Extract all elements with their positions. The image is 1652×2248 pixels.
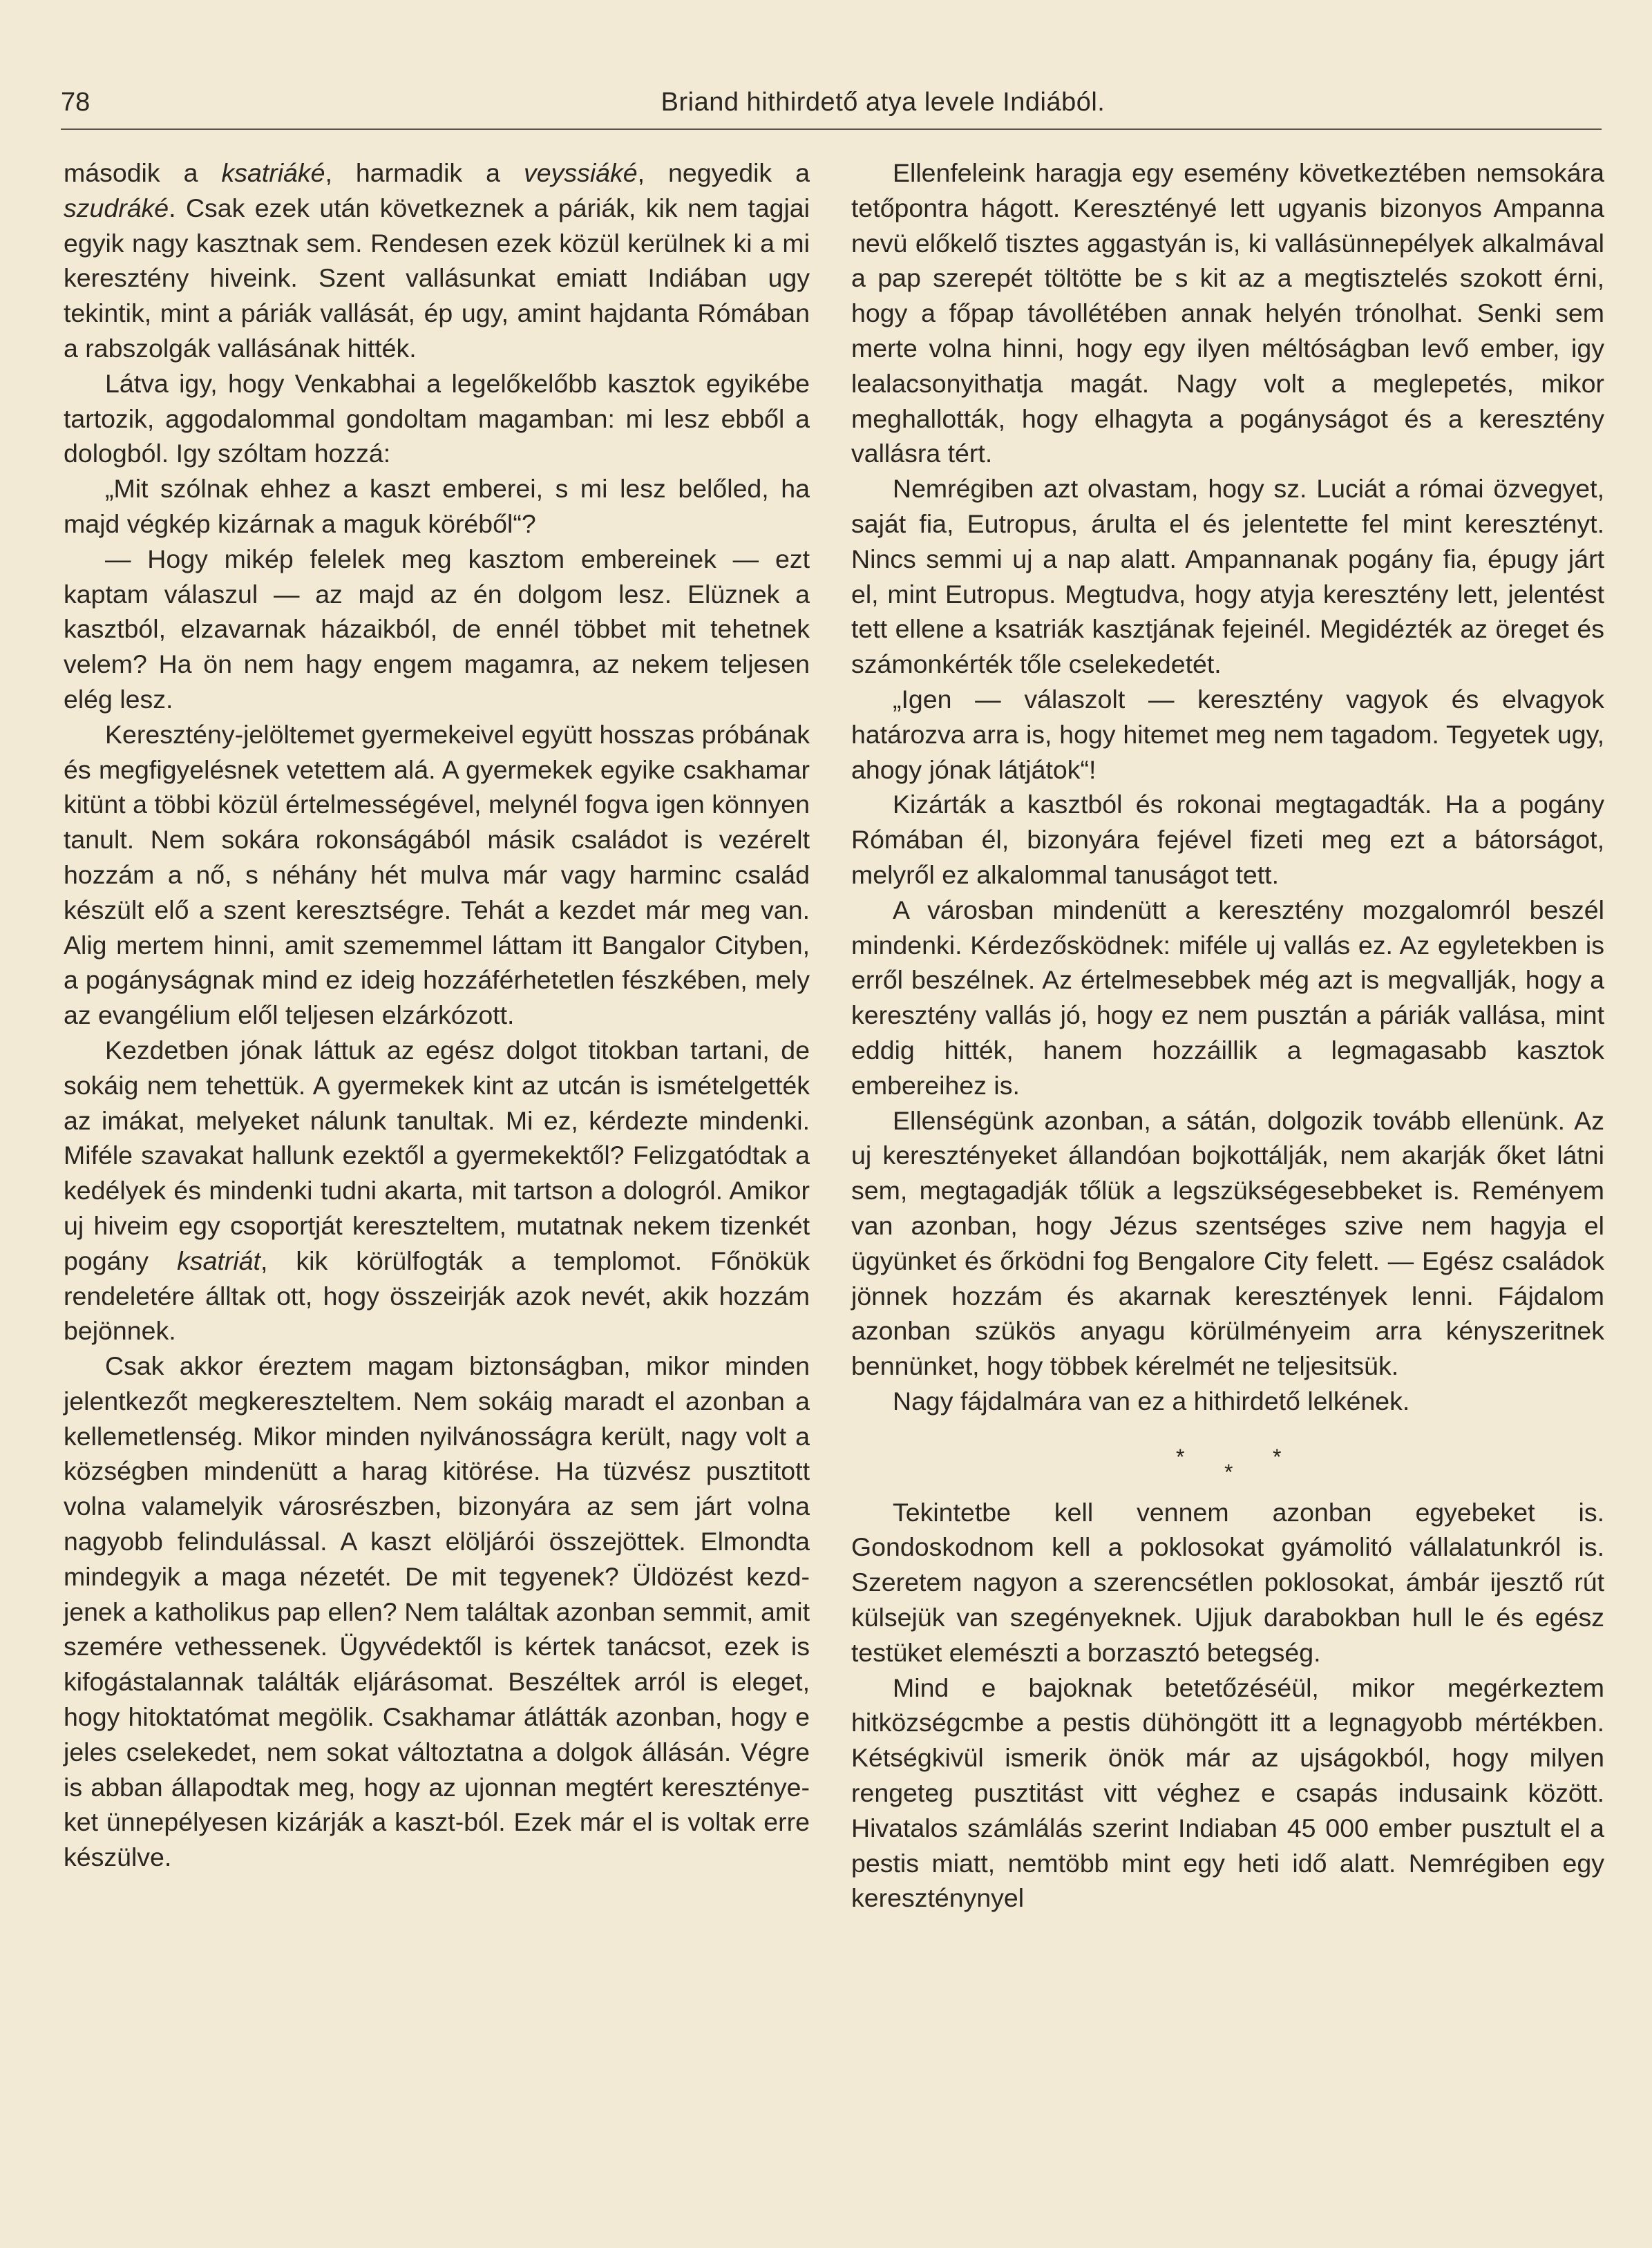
asterisk: * [1224,1459,1261,1485]
paragraph: Kezdetben jónak láttuk az egész dolgot titokban tartani, de sokáig nem tehettük. A gyermekek kint az utcán is ismételgették az imákat, melyeket nálunk tanultak. Mi ez, kérdezte mindenki. Miféle szavakat hallunk ezektől a gyermekektől? Felizgatódtak a kedélyek és mindenki tudni akarta, mit tartson a dologról. Amikor uj hiveim egy csoportját kereszteltem, mutatnak nekem tizenkét pogány ksatriát, kik körülfogták a templomot. Főnökük rendeletére álltak ott, hogy összeirják azok nevét, akik hozzám bejönnek. [64,1035,810,1346]
paragraph: Ellenségünk azonban, a sátán, dolgozik tovább ellenünk. Az uj keresztényeket állandóan bojkottálják, nem akarják őket látni sem, megtagadják tőlük a legszükségesebbeket is. Reményem van azonban, hogy Jézus szentséges szive nem hagyja el ügyünket és őrködni fog Bengalore City felett. — Egész családok jönnek hozzám és akarnak keresztények lenni. Fájdalom azonban szükös anyagu körülményeim arra kényszeritnek bennünket, hogy többek kérelmét ne teljesitsük. [851,1105,1604,1381]
paragraph: A városban mindenütt a keresztény mozgalomról beszél mindenki. Kérdezősködnek: miféle uj vallás ez. Az egyletekben is erről beszélnek. Az értelmesebbek még azt is megvallják, hogy a keresztény vallás jó, hogy ez nem pusztán a páriák vallása, mint eddig hitték, hanem hozzáillik a legmagasabb kasztok embereihez is. [851,895,1604,1100]
paragraph: második a ksatriáké, harmadik a veyssiáké, negyedik a szudráké. Csak ezek után következnek a páriák, kik nem tagjai egyik nagy kasztnak sem. Rendesen ezek közül kerülnek ki a mi keresztény hiveink. Szent vallásunkat emiatt Indiában ugy tekintik, mint a páriák vallását, ép ugy, amint hajdanta Rómában a rabszolgák vallásának hitték. [64,158,810,363]
right-column [851,155,1604,1916]
running-title: Briand hithirdető atya levele Indiából. [661,88,1105,117]
paragraph: Keresztény-jelöltemet gyermekeivel együtt hosszas próbának és megfigyelésnek vetettem alá. A gyermekek egyike csakhamar kitünt a többi közül értelmességével, melynél fogva igen könnyen tanult. Nem sokára rokonságából másik családot is vezérelt hozzám a nő, s néhány hét mulva már vagy harminc család készült elő a szent keresztségre. Tehát a kezdet már meg van. Alig mertem hinni, amit szememmel láttam itt Bangalor Cityben, a pogányságnak mind ez ideig hozzáférhetetlen fészkében, mely az evangélium elől teljesen elzárkózott. [64,719,810,1030]
asterisk: * [1273,1444,1309,1469]
paragraph: Látva igy, hogy Venkabhai a legelőkelőbb kasztok egyikébe tartozik, aggodalommal gondoltam magamban: mi lesz ebből a dologból. Igy szóltam hozzá: [64,368,810,468]
paragraph: Ellenfeleink haragja egy esemény következtében nemsokára tetőpontra hágott. Keresztényé lett ugyanis bizonyos Ampanna nevü előkelő tisztes aggastyán is, ki vallásünnepélyek alkalmával a pap szerepét töltötte be s kit az a megtisztelés szokott érni, hogy a főpap távollétében annak helyén trónolhat. Senki sem merte volna hinni, hogy egy ilyen méltóságban levő ember, igy lealacsonyithatja magát. Nagy volt a meglepetés, mikor meghallották, hogy elhagyta a pogányságot és a keresztény vallásra tért. [851,158,1604,468]
left-column [64,155,810,1875]
section-asterism [851,1440,1604,1485]
page-number: 78 [61,88,91,117]
paragraph: Nemrégiben azt olvastam, hogy sz. Luciát a római özvegyet, saját fia, Eutropus, árulta el és jelentette fel mint keresztényt. Nincs semmi uj a nap alatt. Ampannanak pogány fia, épugy járt el, mint Eutropus. Megtudva, hogy atyja keresztény lett, jelentést tett ellene a ksatriák kasztjának fejeinél. Megidézték az öreget és számonkérték tőle cselekedetét. [851,474,1604,679]
paragraph: Mind e bajoknak betetőzéséül, mikor megérkeztem hitközségcmbe a pestis dühöngött itt a legnagyobb mértékben. Kétségkivül ismerik önök már az ujságokból, hogy milyen rengeteg pusztitást vitt véghez e csapás indusaink között. Hivatalos számlálás szerint Indiaban 45 000 ember pusztult el a pestis miatt, nemtöbb mint egy heti idő alatt. Nemrégiben egy kereszténynyel [851,1673,1604,1913]
paragraph: Tekintetbe kell vennem azonban egyebeket is. Gondoskodnom kell a poklosokat gyámolitó vállalatunkról is. Szeretem nagyon a szerencsétlen poklosokat, ámbár ijesztő rút külsejük van szegényeknek. Ujjuk darabokban hull le és egész testüket elemészti a borzasztó betegség. [851,1497,1604,1667]
paragraph: — Hogy mikép felelek meg kasztom embereinek — ezt kaptam válaszul — az majd az én dolgom lesz. Elüznek a kasztból, elzavarnak házaikból, de ennél többet mit tehetnek velem? Ha ön nem hagy engem magamra, az nekem teljesen elég lesz. [64,544,810,714]
paragraph: Kizárták a kasztból és rokonai megtagadták. Ha a pogány Rómában él, bizonyára fejével fizeti meg ezt a bátorságot, melyről ez alkalommal tanuságot tett. [851,790,1604,889]
header-rule [61,128,1602,130]
page-header [61,82,1602,123]
paragraph: „Mit szólnak ehhez a kaszt emberei, s mi lesz belőled, ha majd végkép kizárnak a maguk köréből“? [64,474,810,538]
paragraph: „Igen — válaszolt — keresztény vagyok és elvagyok határozva arra is, hogy hitemet meg nem tagadom. Tegyetek ugy, ahogy jónak látjátok“! [851,684,1604,784]
asterisk: * [1176,1444,1213,1469]
paragraph: Nagy fájdalmára van ez a hithirdető lelkének. [893,1386,1410,1416]
paragraph: Csak akkor éreztem magam biztonságban, mikor minden jelentkezőt megkereszteltem. Nem sokáig maradt el azonban a kellemetlenség. Mikor minden nyilvánosságra került, nagy volt a községben mindenütt a harag kitörése. Ha tüzvész pusztitott volna valamelyik városrészben, bizonyára az sem járt volna nagyobb felindulással. A kaszt elöljárói összejöttek. Elmondta mindegyik a maga nézetét. De mit tegyenek? Üldözést kezdjenek a katholikus pap ellen? Nem találtak azonban semmit, amit szemére vethessenek. Ügyvédektől is kértek tanácsot, ezek is kifogástalannak találták eljárásomat. Beszéltek arról is eleget, hogy hitoktatómat megölik. Csakhamar átlátták azonban, hogy e jeles cselekedet, nem sokat változtatna a dolgok állásán. Végre is abban állapodtak meg, hogy az ujonnan megtért keresztényeket ünnepélyesen kizárják a kaszt-ból. Ezek már el is voltak erre készülve. [64,1351,810,1872]
